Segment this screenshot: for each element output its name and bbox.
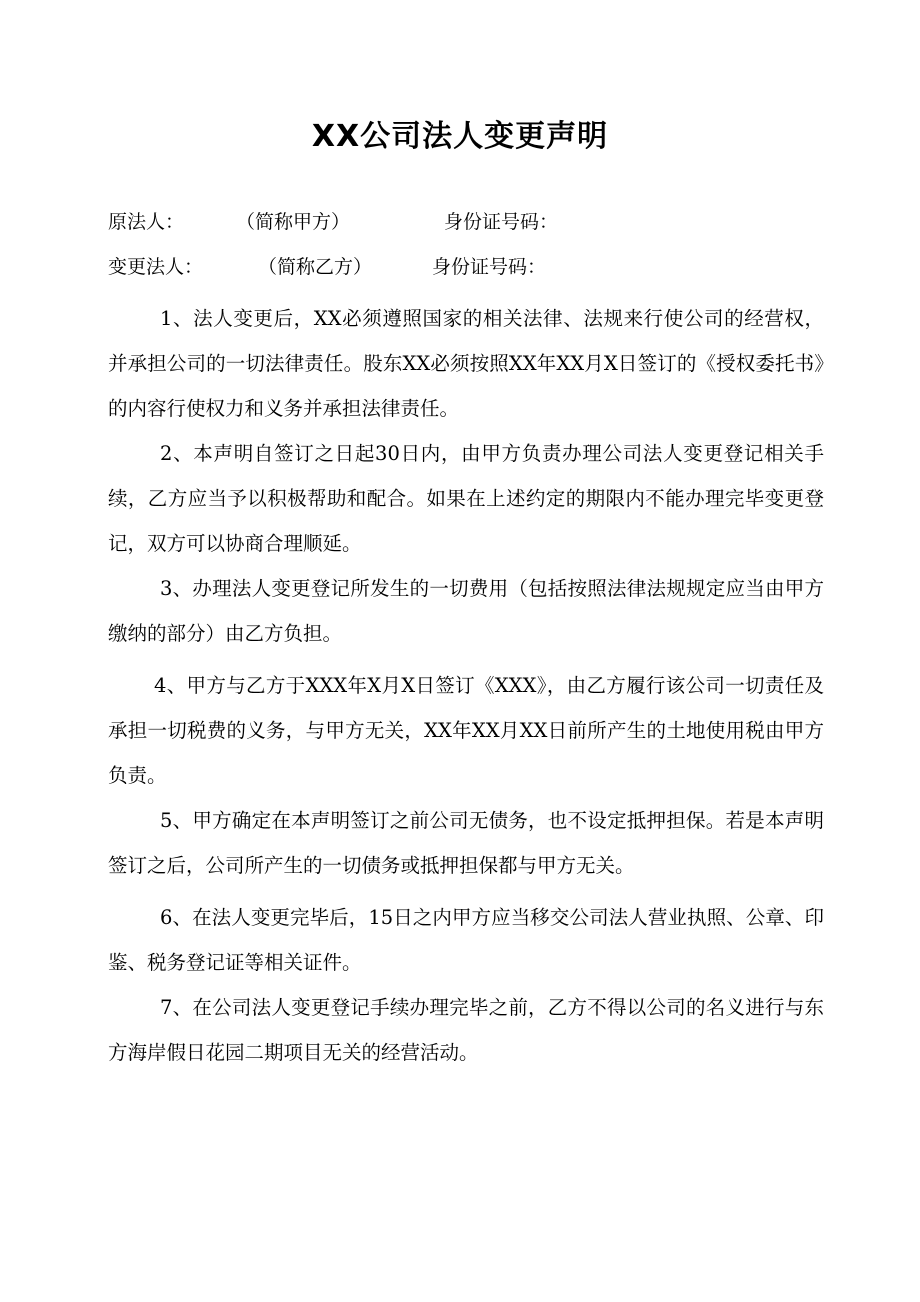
clause-6: 6、在法人变更完毕后，15日之内甲方应当移交公司法人营业执照、公章、印鉴、税务登记证等相关证件。: [108, 906, 824, 974]
clauses-body: [108, 296, 824, 1075]
new-rep-id-label: 身份证号码：: [432, 256, 547, 278]
new-rep-label: 变更法人：: [108, 256, 204, 278]
original-rep-id-label: 身份证号码：: [444, 211, 559, 233]
clause-3: 3、办理法人变更登记所发生的一切费用（包括按照法律法规规定应当由甲方缴纳的部分）由乙方负担。: [108, 577, 824, 645]
document-title: XX公司法人变更声明: [311, 119, 609, 154]
clause-4: 4、甲方与乙方于XXX年X月X日签订《XXX》，由乙方履行该公司一切责任及承担一切税费的义务，与甲方无关，XX年XX月XX日前所产生的土地使用税由甲方负责。: [108, 674, 824, 787]
original-rep-abbr: （简称甲方）: [236, 211, 351, 233]
clause-1: 1、法人变更后，XX必须遵照国家的相关法律、法规来行使公司的经营权，并承担公司的一切法律责任。股东XX必须按照XX年XX月X日签订的《授权委托书》的内容行使权力和义务并承担法律责任。: [108, 307, 824, 420]
clause-7: 7、在公司法人变更登记手续办理完毕之前，乙方不得以公司的名义进行与东方海岸假日花园二期项目无关的经营活动。: [108, 996, 824, 1064]
new-rep-abbr: （简称乙方）: [258, 256, 373, 278]
clause-2: 2、本声明自签订之日起30日内，由甲方负责办理公司法人变更登记相关手续，乙方应当予以积极帮助和配合。如果在上述约定的期限内不能办理完毕变更登记，双方可以协商合理顺延。: [108, 442, 824, 555]
clause-5: 5、甲方确定在本声明签订之前公司无债务，也不设定抵押担保。若是本声明签订之后，公司所产生的一切债务或抵押担保都与甲方无关。: [108, 809, 824, 877]
original-rep-label: 原法人：: [108, 211, 185, 233]
